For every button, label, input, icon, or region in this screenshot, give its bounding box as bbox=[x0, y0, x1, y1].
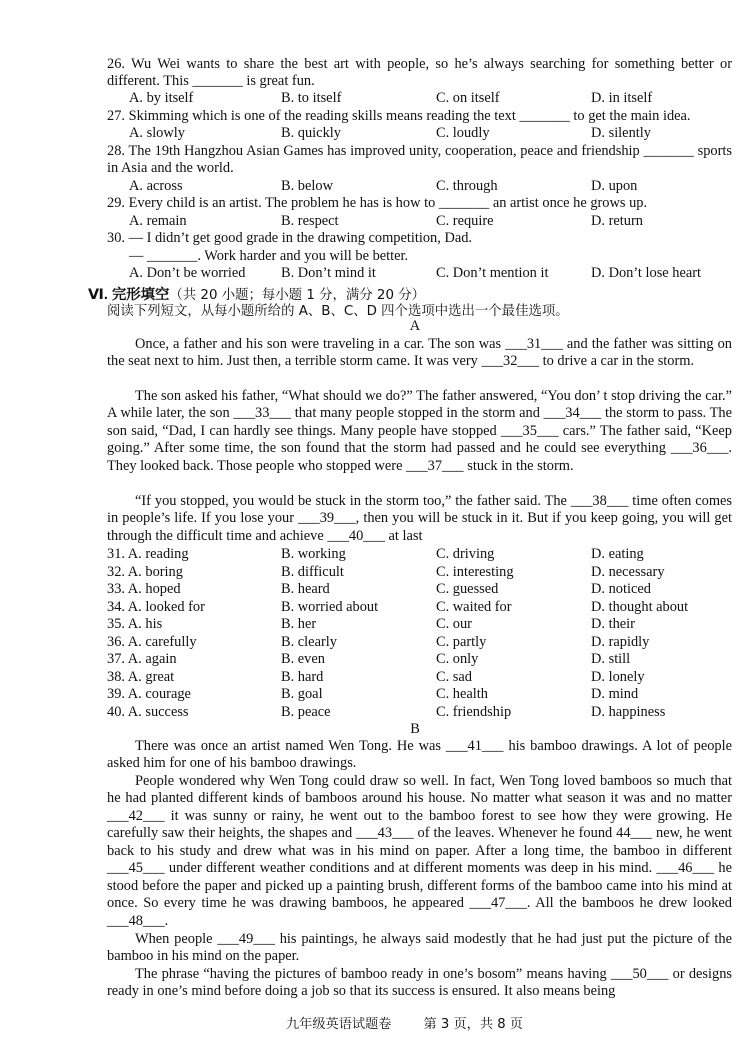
options-row bbox=[107, 564, 717, 582]
question-29-options bbox=[129, 213, 739, 231]
question-26-options bbox=[129, 90, 739, 108]
option: C. interesting bbox=[436, 563, 514, 580]
section-instruction: 阅读下列短文，从每小题所给的 A、B、C、D 四个选项中选出一个最佳选项。 bbox=[107, 304, 569, 319]
option: 36. A. carefully bbox=[107, 633, 197, 650]
passage-b-letter: B bbox=[410, 721, 420, 737]
option: A. by itself bbox=[129, 90, 194, 106]
question-27-stem: 27. Skimming which is one of the reading skills means reading the text _______ to get the main idea. bbox=[107, 108, 691, 124]
options-row bbox=[107, 669, 717, 687]
options-row bbox=[107, 634, 717, 652]
option: B. hard bbox=[281, 668, 324, 685]
question-26-stem: 26. Wu Wei wants to share the best art with people, so he’s always searching for something better or different. This _______ is great fun. bbox=[107, 56, 732, 90]
option: C. waited for bbox=[436, 598, 512, 615]
option: A. slowly bbox=[129, 125, 185, 141]
passage-b-paragraph: People wondered why Wen Tong could draw so well. In fact, Wen Tong loved bamboos so much that he had planted different kinds of bamboos around his house. No matter what season it was and no matter ___42___ it was sunny or rainy, he went out to the bamboo forest to see how they were growing. He carefully saw their heights, the shapes and ___43___ of the leaves. Whenever he found 44___ new, he went back to his study and drew what was in his mind on paper. After a long time, the bamboo in different ___45___ under different weather conditions and at different moments was deep in his mind. ___46___ he stood before the paper and picked up a painting brush, different forms of the bamboo came into his mind at once. So every time he was drawing bamboos, he appeared ___47___. All the bamboos he drew looked ___48___. bbox=[107, 773, 732, 929]
option: A. remain bbox=[129, 213, 187, 229]
passage-a-letter: A bbox=[409, 318, 421, 334]
option: 40. A. success bbox=[107, 703, 189, 720]
option: 35. A. his bbox=[107, 616, 163, 632]
question-27-options bbox=[129, 125, 739, 143]
section-note: （共 20 小题；每小题 1 分，满分 20 分） bbox=[169, 288, 425, 303]
option: C. guessed bbox=[436, 581, 499, 597]
option: D. lonely bbox=[591, 668, 645, 685]
question-28-options bbox=[129, 178, 739, 196]
option: B. worried about bbox=[281, 598, 379, 615]
option: C. health bbox=[436, 686, 488, 702]
option: B. her bbox=[281, 616, 317, 632]
option: C. on itself bbox=[436, 90, 500, 106]
option: B. clearly bbox=[281, 633, 337, 650]
option: C. only bbox=[436, 651, 479, 667]
option: B. heard bbox=[281, 581, 330, 597]
option: B. to itself bbox=[281, 90, 342, 106]
option: B. even bbox=[281, 651, 325, 667]
option: C. require bbox=[436, 213, 494, 229]
option: C. driving bbox=[436, 546, 495, 562]
option: D. happiness bbox=[591, 703, 666, 720]
option: D. mind bbox=[591, 686, 639, 702]
options-row bbox=[107, 581, 717, 599]
option: C. friendship bbox=[436, 703, 512, 720]
options-row bbox=[107, 686, 717, 704]
option: A. across bbox=[129, 178, 183, 194]
option: C. our bbox=[436, 616, 472, 632]
option: B. goal bbox=[281, 686, 323, 702]
option: D. thought about bbox=[591, 598, 689, 615]
options-row bbox=[107, 616, 717, 634]
footer-title: 九年级英语试题卷 bbox=[286, 1017, 392, 1032]
footer-page-number: 第 3 页，共 8 页 bbox=[423, 1017, 523, 1032]
options-row bbox=[107, 651, 717, 669]
passage-b-paragraph: When people ___49___ his paintings, he always said modestly that he had just put the picture of the bamboo in his mind on the paper. bbox=[107, 931, 732, 965]
passage-b-paragraph: There was once an artist named Wen Tong. He was ___41___ his bamboo drawings. A lot of people asked him for one of his bamboo drawings. bbox=[107, 738, 732, 772]
option: D. still bbox=[591, 651, 631, 667]
option: 32. A. boring bbox=[107, 563, 183, 580]
question-28-stem: 28. The 19th Hangzhou Asian Games has improved unity, cooperation, peace and friendship _______ sports in Asia and the world. bbox=[107, 143, 732, 177]
option: C. sad bbox=[436, 668, 472, 685]
option: D. Don’t lose heart bbox=[591, 265, 702, 281]
option: 37. A. again bbox=[107, 651, 177, 667]
option: D. upon bbox=[591, 178, 638, 194]
option: D. their bbox=[591, 616, 635, 632]
passage-b-paragraph: The phrase “having the pictures of bamboo ready in one’s bosom” means having ___50___ or designs ready in one’s mind before doing a job so that its success is ensured. It also means being bbox=[107, 966, 732, 1000]
option: B. Don’t mind it bbox=[281, 265, 376, 281]
option: C. through bbox=[436, 178, 498, 194]
option: 39. A. courage bbox=[107, 686, 191, 702]
option: 38. A. great bbox=[107, 668, 175, 685]
option: D. return bbox=[591, 213, 643, 229]
option: D. noticed bbox=[591, 581, 651, 597]
option: B. respect bbox=[281, 213, 339, 229]
option: D. silently bbox=[591, 125, 651, 141]
option: 33. A. hoped bbox=[107, 581, 181, 597]
options-row bbox=[107, 704, 717, 722]
option: C. partly bbox=[436, 633, 487, 650]
option: 34. A. looked for bbox=[107, 598, 205, 615]
question-30-stem: 30. — I didn’t get good grade in the drawing competition, Dad. bbox=[107, 230, 473, 246]
option: D. necessary bbox=[591, 563, 665, 580]
section-label: Ⅵ. 完形填空 bbox=[88, 287, 170, 303]
passage-a-paragraph: “If you stopped, you would be stuck in the storm too,” the father said. The ___38___ time often comes in people’s life. If you lose your ___39___, then you will be stuck in it. But if you keep going, you will get through the difficult time and achieve ___40___ at last bbox=[107, 493, 732, 544]
passage-a-paragraph: The son asked his father, “What should we do?” The father answered, “You don’ t stop driving the car.” A while later, the son ___33___ that many people stopped in the storm and ___34___ the storm to pass. The son said, “Dad, I can hardly see things. Many people have stopped ___35___ cars.” The father said, “Keep going.” After some time, the son found that the storm had passed and he could see everything ___36___. They looked back. Those people who stopped were ___37___ stuck in the storm. bbox=[107, 388, 732, 474]
option: A. Don’t be worried bbox=[129, 265, 246, 281]
page-footer bbox=[286, 1013, 555, 1032]
question-30-options bbox=[129, 265, 739, 283]
option: B. below bbox=[281, 178, 333, 194]
question-29-stem: 29. Every child is an artist. The problem he has is how to _______ an artist once he grows up. bbox=[107, 195, 648, 211]
option: B. difficult bbox=[281, 563, 344, 580]
option: B. peace bbox=[281, 703, 331, 720]
option: C. loudly bbox=[436, 125, 490, 141]
option: D. eating bbox=[591, 546, 644, 562]
question-30-response: — _______. Work harder and you will be better. bbox=[129, 248, 409, 264]
option: C. Don’t mention it bbox=[436, 265, 549, 281]
options-row bbox=[107, 599, 717, 617]
option: D. in itself bbox=[591, 90, 653, 106]
options-row bbox=[107, 546, 717, 564]
option: 31. A. reading bbox=[107, 546, 189, 562]
passage-a-paragraph: Once, a father and his son were traveling in a car. The son was ___31___ and the father was sitting on the seat next to him. Just then, a terrible storm came. It was very ___32___ to drive a car in the storm. bbox=[107, 336, 732, 370]
option: D. rapidly bbox=[591, 633, 650, 650]
option: B. working bbox=[281, 546, 346, 562]
option: B. quickly bbox=[281, 125, 341, 141]
